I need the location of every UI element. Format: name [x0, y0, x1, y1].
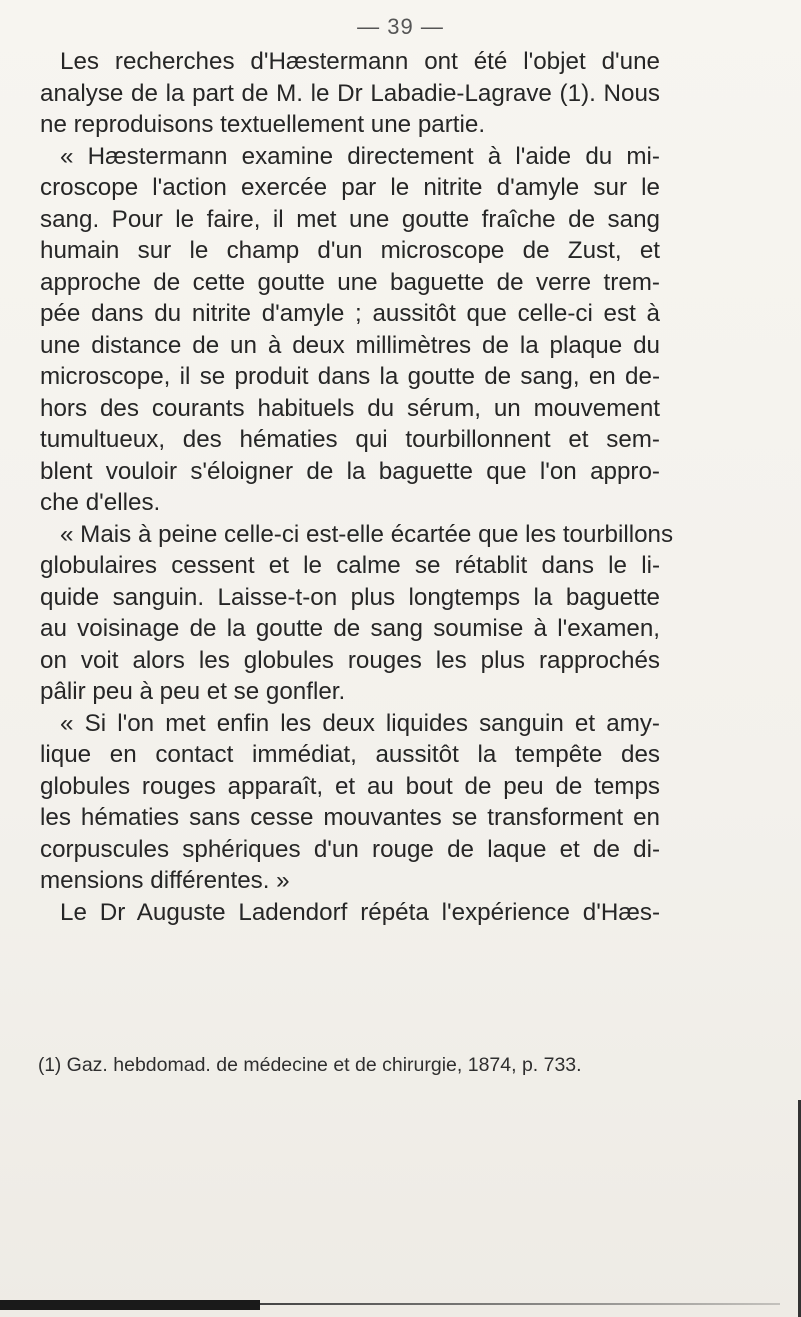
text-line: une distance de un à deux millimètres de la plaque du [40, 331, 660, 359]
text-line: approche de cette goutte une baguette de verre trem- [40, 268, 660, 296]
text-line: tumultueux, des hématies qui tourbillonnent et sem- [40, 426, 660, 453]
text-line: ne reproduisons textuellement une partie. [40, 111, 486, 138]
text-line: Le Dr Auguste Ladendorf répéta l'expérience d'Hæs- [60, 898, 660, 926]
text-line: les hématies sans cesse mouvantes se transforment en [40, 804, 660, 831]
text-line: globulaires cessent et le calme se rétablit dans le li- [40, 552, 660, 579]
text-line: croscope l'action exercée par le nitrite d'amyle sur le [40, 174, 660, 201]
text-line: pée dans du nitrite d'amyle ; aussitôt que celle-ci est à [40, 300, 660, 327]
text-line: pâlir peu à peu et se gonfler. [40, 678, 346, 705]
text-line: « Hæstermann examine directement à l'aide du mi- [60, 142, 660, 170]
text-line: Les recherches d'Hæstermann ont été l'objet d'une [60, 48, 660, 75]
text-line: on voit alors les globules rouges les plus rapprochés [40, 646, 660, 674]
footnote-text: Gaz. hebdomad. de médecine et de chirurgie, 1874, p. 733. [61, 1054, 582, 1076]
text-line: microscope, il se produit dans la goutte de sang, en de- [40, 363, 660, 390]
text-line: analyse de la part de M. le Dr Labadie-Lagrave (1). Nous [40, 79, 660, 107]
text-line: quide sanguin. Laisse-t-on plus longtemps la baguette [40, 583, 660, 611]
body-text [40, 46, 674, 928]
text-line: mensions différentes. » [40, 867, 290, 894]
text-line: « Si l'on met enfin les deux liquides sanguin et amy- [60, 709, 660, 737]
text-line: corpuscules sphériques d'un rouge de laque et de di- [40, 835, 660, 863]
text-line: lique en contact immédiat, aussitôt la tempête des [40, 741, 660, 768]
text-line: sang. Pour le faire, il met une goutte fraîche de sang [40, 205, 660, 233]
footnote-mark: (1) [38, 1055, 62, 1076]
text-line: globules rouges apparaît, et au bout de peu de temps [40, 772, 660, 800]
page-number: — 39 — [357, 14, 444, 39]
text-line: che d'elles. [40, 489, 161, 516]
footnote [38, 1054, 582, 1077]
text-line: humain sur le champ d'un microscope de Zust, et [40, 237, 660, 264]
text-line: au voisinage de la goutte de sang soumise à l'examen, [40, 615, 660, 642]
text-line: « Mais à peine celle-ci est-elle écartée que les tourbillons [60, 520, 674, 548]
text-line: hors des courants habituels du sérum, un mouvement [40, 394, 660, 422]
scan-edge-line [260, 1303, 780, 1305]
text-line: blent vouloir s'éloigner de la baguette que l'on appro- [40, 457, 660, 485]
scan-edge-shadow [0, 1300, 260, 1310]
